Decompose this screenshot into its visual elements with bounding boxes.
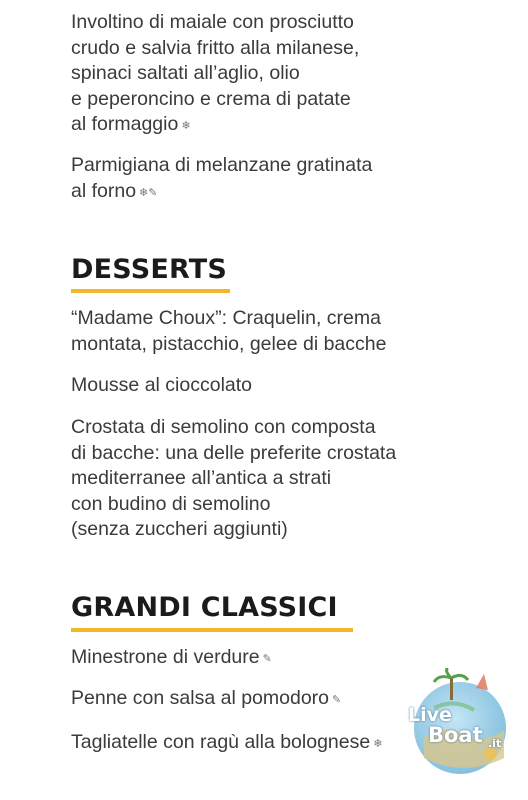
watermark-suffix: .it xyxy=(488,737,502,750)
leaf-icon: ✎ xyxy=(332,694,342,706)
menu-item-text: Involtino di maiale con prosciutto crudo e salvia fritto alla milanese, spinaci saltati all’aglio, olio e peperoncino e crema di patate al formaggio xyxy=(71,11,360,135)
snowflake-leaf-icon: ❄✎ xyxy=(139,186,158,199)
menu-item xyxy=(71,306,511,357)
section-title-desserts: DESSERTS xyxy=(71,254,228,285)
menu-item-text: “Madame Choux”: Craquelin, crema montata, pistacchio, gelee di bacche xyxy=(71,307,387,355)
snowflake-icon: ❄ xyxy=(181,120,191,132)
watermark-boat: Boat xyxy=(428,723,483,747)
menu-item-text: Minestrone di verdure xyxy=(71,646,260,668)
leaf-icon: ✎ xyxy=(262,653,272,665)
menu-item-text: Mousse al cioccolato xyxy=(71,374,253,396)
menu-item-text: Tagliatelle con ragù alla bolognese xyxy=(71,731,371,753)
menu-item-text: Parmigiana di melanzane gratinata al forno xyxy=(71,154,373,202)
section-underline xyxy=(71,628,353,632)
snowflake-icon: ❄ xyxy=(373,738,383,750)
menu-item-text: Penne con salsa al pomodoro xyxy=(71,687,330,709)
menu-item xyxy=(71,10,511,140)
menu-item-text: Crostata di semolino con composta di bacche: una delle preferite crostata mediterranee all’antica a strati con budino di semolino (senza zuccheri aggiunti) xyxy=(71,416,397,540)
liveboat-watermark-logo xyxy=(404,668,516,780)
menu-item xyxy=(71,153,511,206)
menu-item xyxy=(71,415,511,543)
watermark-live: Live xyxy=(408,704,452,726)
section-underline xyxy=(71,289,230,293)
menu-item xyxy=(71,373,511,399)
section-title-grandi-classici: GRANDI CLASSICI xyxy=(71,592,338,623)
